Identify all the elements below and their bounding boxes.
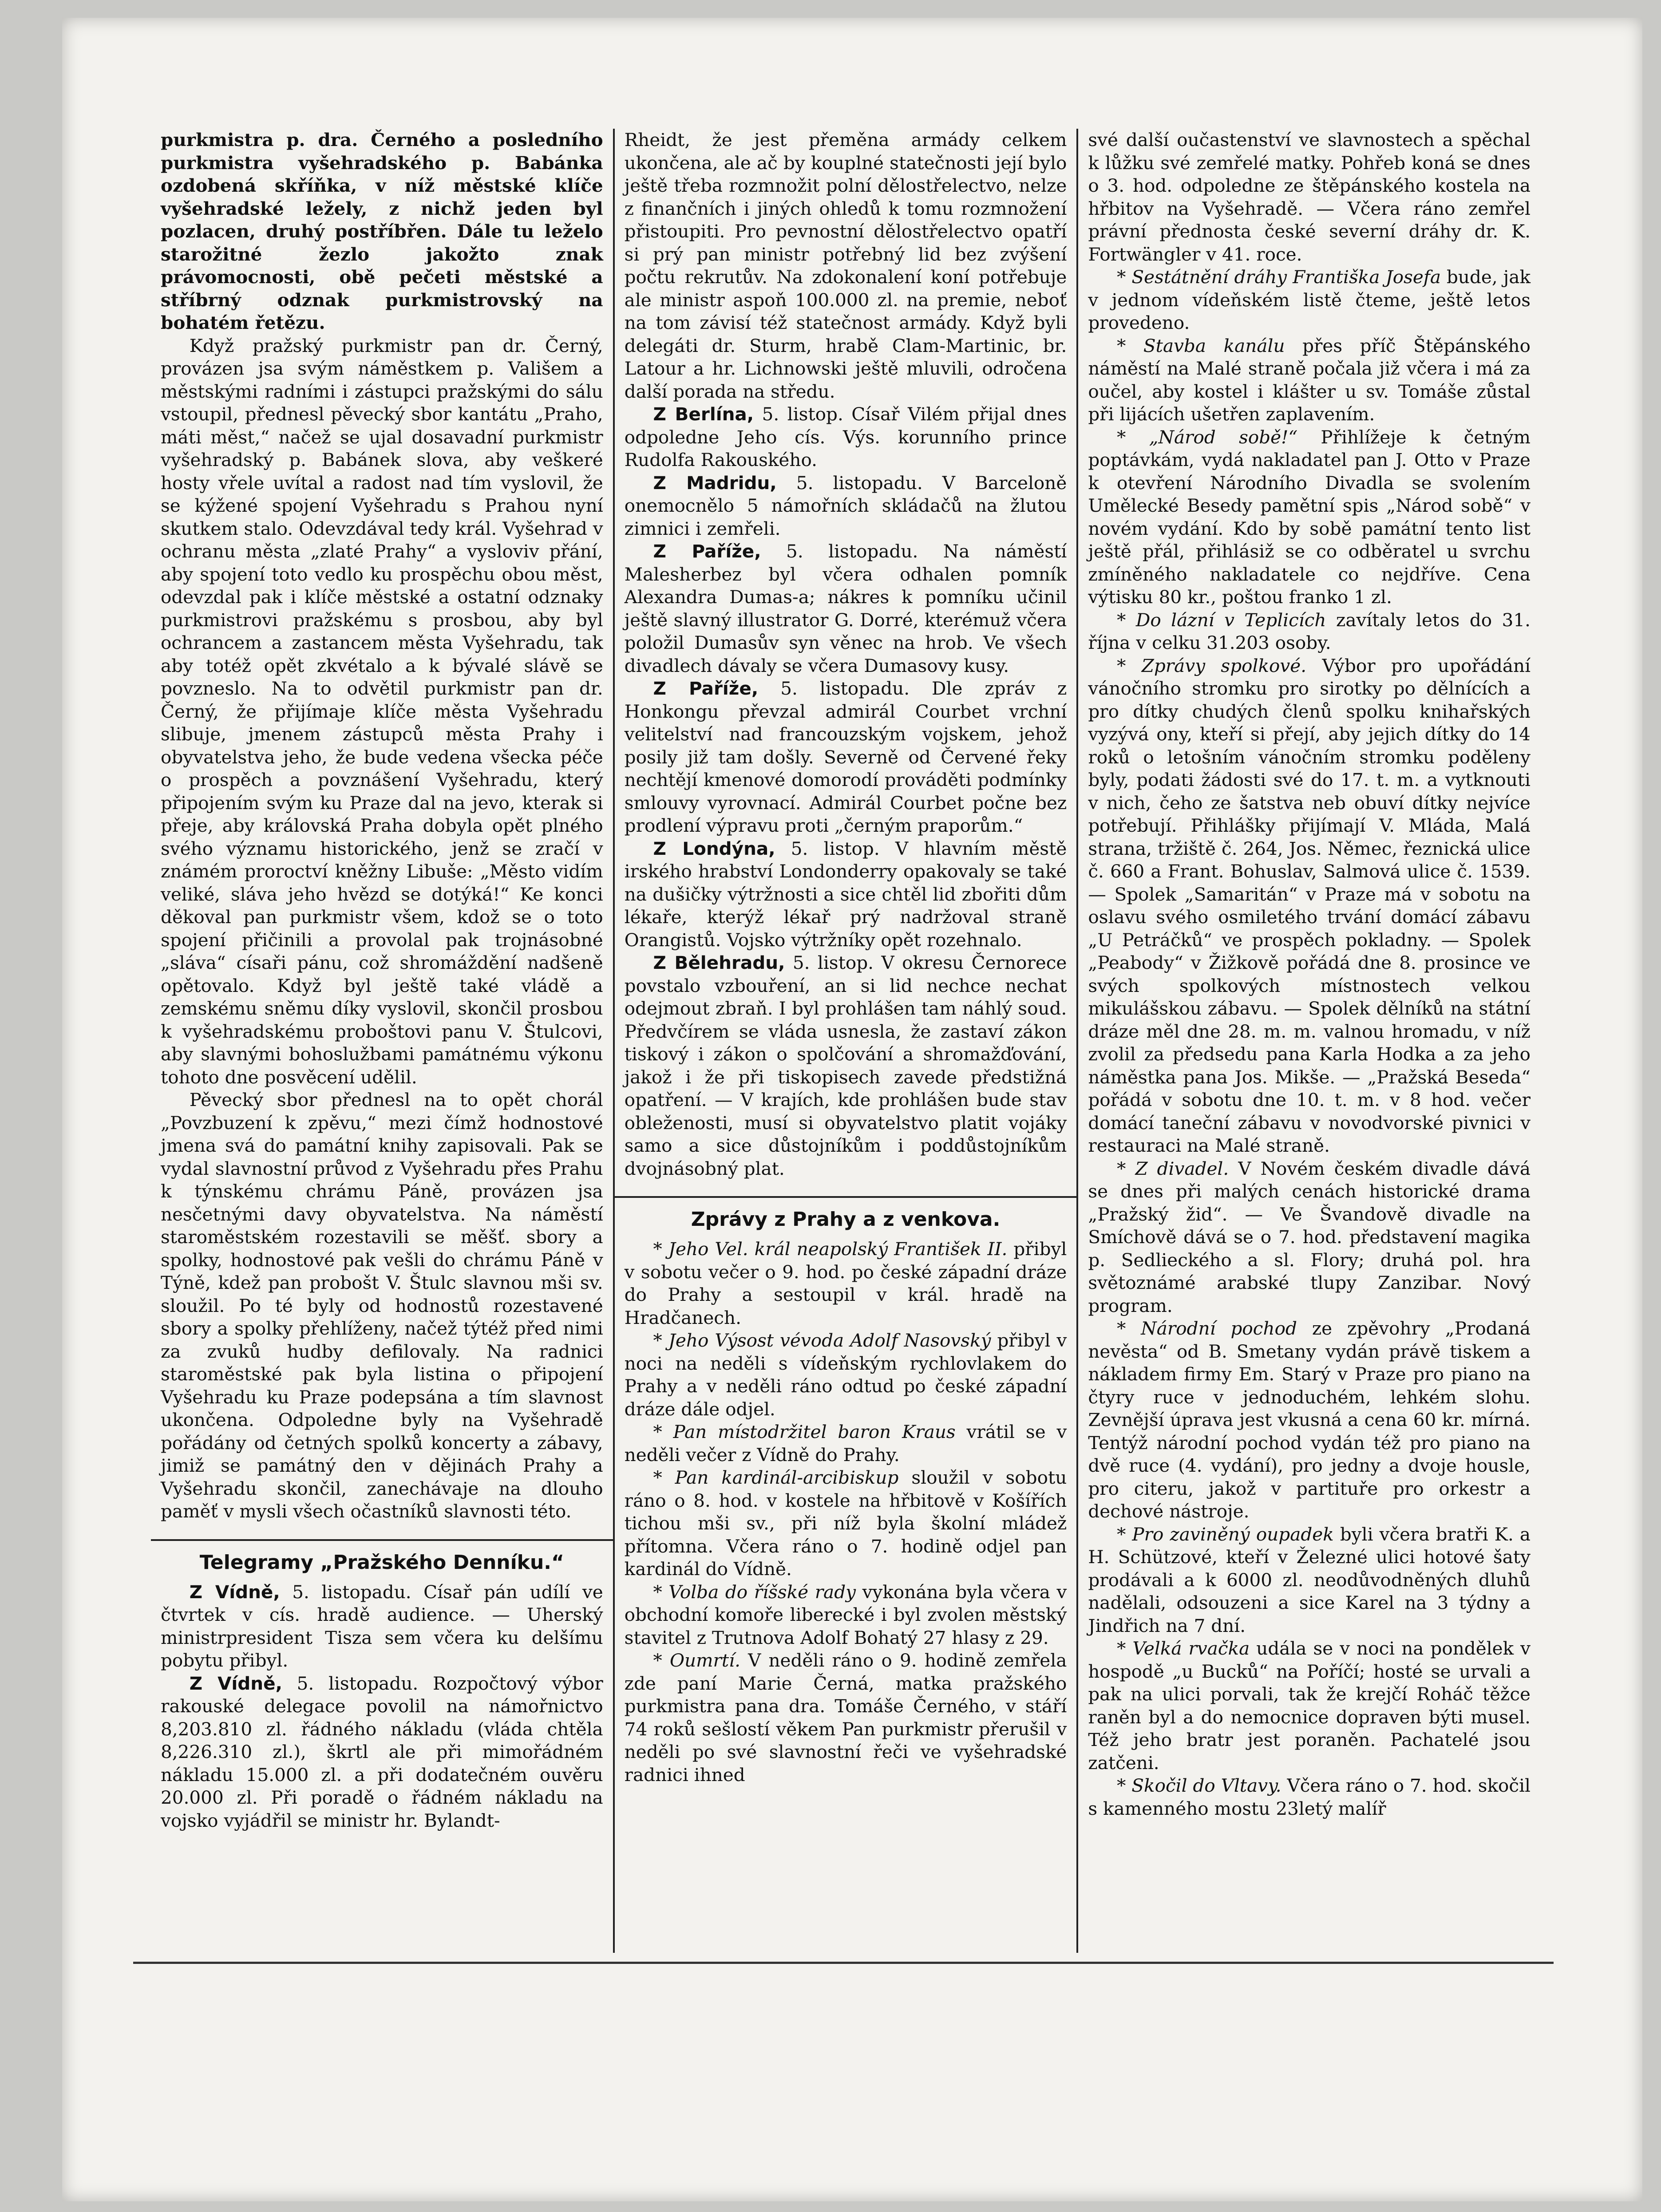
column-middle <box>613 129 1077 1953</box>
news-lead: * Pro zaviněný oupadek <box>1117 1523 1334 1545</box>
news-text: bude, jak v jednom vídeňském listě čteme, ještě letos provedeno. <box>1088 266 1531 333</box>
dateline: Z Londýna, <box>653 837 775 859</box>
news-lead: * Národní pochod <box>1117 1318 1297 1339</box>
news-lead: * „Národ sobě!“ <box>1117 426 1298 448</box>
paragraph: Rheidt, že jest přeměna armády celkem ukončena, ale ač by kouplné statečnosti její bylo ještě třeba rozmnožit polní dělostřelectvo, nelze z finančních i jiných ohledů k tomu rozmnožení přistoupiti. Pro pevnostní dělostřelectvo opatří si prý pan ministr potřebný lid bez zvýšení počtu rekrutův. Na zdokonalení koní potřebuje ale ministr aspoň 100.000 zl. na premie, neboť na tom závisí též statečnost armády. Když byli delegáti dr. Sturm, hrabě Clam-Martinic, br. Latour a hr. Lichnowski ještě mluvili, odročena další porada na středu. <box>624 129 1067 402</box>
news-text: ze zpěvohry „Prodaná nevěsta“ od B. Smetany vydán právě tiskem a nákladem firmy Em. Starý v Praze pro piano na čtyry ruce v jednoduchém, lehkém slohu. Zevnější úprava jest vkusná a cena 60 kr. mírná. Tentýž národní pochod vydán též pro piano na dvě ruce (4. vydání), pro jedny a dvoje housle, pro citeru, jakož v partituře pro orkestr a dechové nástroje. <box>1088 1318 1531 1522</box>
news-item <box>625 1421 1067 1466</box>
article-columns <box>151 129 1540 1953</box>
telegram-item <box>625 540 1067 677</box>
news-item <box>1088 426 1530 609</box>
paragraph: Když pražský purkmistr pan dr. Černý, provázen jsa svým náměstkem p. Vališem a městskými radními i zástupci pražskými do sálu vstoupil, přednesl pěvecký sbor kantátu „Praho, máti měst,“ načež se ujal dosavadní purkmistr vyšehradský p. Babánek slova, aby veškeré hosty vřele uvítal a radost nad tím vyslovil, že se kýžené spojení Vyšehradu s Prahou nyní skutkem stalo. Odevzdával tedy král. Vyšehrad v ochranu města „zlaté Prahy“ a vysloviv přání, aby spojení toto vedlo ku prospěchu obou měst, odevzdal pak i klíče městské a ostatní odznaky purkmistrovi pražskému s prosbou, aby byl ochrancem a zastancem města Vyšehradu, tak aby totéž opět zkvétalo a k bývalé slávě se povzneslo. Na to odvětil purkmistr pan dr. Černý, že přijímaje klíče města Vyšehradu slibuje, jmenem zástupců města Prahy i obyvatelstva jeho, že bude vedena všecka péče o prospěch a povznášení Vyšehradu, který připojením svým ku Praze dal na jevo, kterak si přeje, aby královská Praha dobyla opět plného svého významu historického, jenž se zračí v známém proroctví kněžny Libuše: „Město vidím veliké, sláva jeho hvězd se dotýká!“ Ke konci děkoval pan purkmistr všem, kdož se o toto spojení přičinili a provolal pak trojnásobné „sláva“ císaři pánu, což shromáždění nadšeně opětovalo. Když byl ještě také vládě a zemskému sněmu díky vyslovil, skončil prosbou k vyšehradskému proboštovi panu V. Štulcovi, aby slavnými bohoslužbami památnému výkonu tohoto dne posvěcení udělil. <box>161 335 603 1088</box>
section-divider <box>151 1539 613 1541</box>
section-heading: Telegramy „Pražského Denníku.“ <box>199 1551 564 1574</box>
telegram-text: 5. listopadu. Dle zpráv z Honkongu převzal admirál Courbet vrchní velitelství nad francouzským vojskem, jehož posily již tam došly. Severně od Červené řeky nechtějí kmenové domorodí prováděti podmínky smlouvy vyrovnací. Admirál Courbet počne bez prodlení výpravu proti „černým praporům.“ <box>624 678 1067 836</box>
news-text: sloužil v sobotu ráno o 8. hod. v kostele na hřbitově v Košířích tichou mši sv., při níž byla školní mládež přítomna. Včera ráno o 7. hodině odjel pan kardinál do Vídně. <box>624 1467 1067 1580</box>
telegram-item <box>625 403 1067 472</box>
news-item <box>625 1581 1067 1650</box>
telegram-item <box>161 1672 603 1833</box>
news-lead: * Jeho Výsost vévoda Adolf Nasovský <box>653 1330 991 1351</box>
news-lead: * Pan kardinál-arcibiskup <box>653 1467 899 1488</box>
telegram-text: 5. listop. V hlavním městě irského hrabství Londonderry opakovaly se také na dušičky výtržnosti a sice chtěl lid zbořiti dům lékaře, kterýž lékař prý nadržoval straně Orangistů. Vojsko výtržníky opět rozehnalo. <box>624 837 1067 951</box>
dateline: Z Paříže, <box>653 541 761 562</box>
news-text: V Novém českém divadle dává se dnes při malých cenách historické drama „Pražský žid“. — Ve Švandově divadle na Smíchově dává se o 7. hod. představení magika p. Sedlieckého a sl. Flory; druhá pol. hra světoznámé arabské tlupy Zanzibar. Nový program. <box>1088 1157 1531 1316</box>
column-right <box>1076 129 1540 1953</box>
telegram-item <box>625 952 1067 1180</box>
column-left <box>151 129 613 1953</box>
news-lead: * Zprávy spolkové. <box>1117 655 1307 676</box>
news-item <box>1088 266 1530 335</box>
telegram-item <box>161 1581 603 1672</box>
news-item <box>625 1466 1067 1581</box>
section-divider <box>615 1196 1077 1198</box>
news-text: přibyl v sobotu večer o 9. hod. po české západní dráze do Prahy a sestoupil v král. hradě na Hradčanech. <box>624 1238 1067 1328</box>
news-lead: * Do lázní v Teplicích <box>1117 609 1326 631</box>
news-lead: * Volba do říšské rady <box>653 1581 856 1603</box>
telegram-text: 5. listopadu. V Barceloně onemocnělo 5 námořních skládačů na žlutou zimnici i zemřeli. <box>624 472 1067 539</box>
news-text: byli včera bratři K. a H. Schützové, kteří v Železné ulici hotové šaty prodávali a k 6000 zl. neodůvodněných dluhů nadělali, odsouzeni a sice Karel na 3 týdny a Jindřich na 7 dní. <box>1088 1523 1531 1636</box>
paragraph: Pěvecký sbor přednesl na to opět chorál „Povzbuzení k zpěvu,“ mezi čímž hodnostové jmena svá do památní knihy zapisovali. Pak se vydal slavnostní průvod z Vyšehradu přes Prahu k týnskému chrámu Páně, provázen jsa nesčetnými davy obyvatelstva. Na náměstí staroměstském rozestavili se měšť. sbory a spolky, hodnostové pak vešli do chrámu Páně v Týně, kdež pan probošt V. Štulc slavnou mši sv. sloužil. Po té byly od hodnostů rozestavené sbory a spolky přehlíženy, načež týtéž před nimi za zvuků hudby defilovaly. Na radnici staroměstské pak byla listina o připojení Vyšehradu ku Praze podepsána a tím slavnost ukončena. Odpoledne byly na Vyšehradě pořádány od četných spolků koncerty a zábavy, jimiž se památný den v dějinách Prahy a Vyšehradu skončil, zanechávaje na dlouho paměť v mysli všech očastníků slavnosti této. <box>161 1089 603 1522</box>
news-item <box>1088 1523 1530 1638</box>
section-heading: Zprávy z Prahy a z venkova. <box>691 1208 1001 1231</box>
telegram-item <box>625 837 1067 952</box>
telegram-text: 5. listopadu. Císař pán udílí ve čtvrtek v cís. hradě audience. — Uherský ministrpresident Tisza sem včera ku delšímu pobytu přibyl. <box>161 1581 603 1671</box>
news-text: V neděli ráno o 9. hodině zemřela zde paní Marie Černá, matka pražského purkmistra pana dra. Tomáše Černého, v stáří 74 roků sešlostí věkem Pan purkmistr přerušil v neděli po své slavnostní řeči ve vyšehradské radnici ihned <box>624 1650 1067 1785</box>
news-lead: * Oumrtí. <box>653 1650 740 1671</box>
dateline: Z Paříže, <box>653 678 759 699</box>
news-lead: * Pan místodržitel baron Kraus <box>653 1421 956 1442</box>
news-text: vykonána byla včera v obchodní komoře liberecké i byl zvolen městský stavitel z Trutnova Adolf Bohatý 27 hlasy z 29. <box>624 1581 1067 1648</box>
dateline: Z Bělehradu, <box>653 952 785 973</box>
news-item <box>1088 1317 1530 1523</box>
paragraph <box>161 129 603 335</box>
news-text: Výbor pro upořádání vánočního stromku pro sirotky po dělnících a pro dítky chudých členů spolku knihařských vyzývá ony, kteří si přejí, aby jejich dítky do 14 roků o letošním vánočním stromku poděleny byly, podati žádosti své do 17. t. m. a vytknouti v nich, čeho ze šatstva neb obuví dítky nejvíce potřebují. Přihlášky přijímají V. Mláda, Malá strana, tržiště č. 264, Jos. Němec, řeznická ulice č. 660 a Frant. Bohuslav, Salmová ulice č. 1539. — Spolek „Samaritán“ v Praze má v sobotu na oslavu svého osmiletého trvání domácí zábavu „U Petráčků“ ve prospěch pokladny. — Spolek „Peabody“ v Žižkově pořádá dne 8. prosince ve svých spolkových místnostech velkou mikulášskou zábavu. — Spolek dělníků na státní dráze měl dne 28. m. m. valnou hromadu, v níž zvolil za předsedu pana Karla Hodka a za jeho náměstka pana Jos. Mikše. — „Pražská Beseda“ pořádá v sobotu dne 10. t. m. v 8 hod. večer domácí taneční zábavu v novodvorské pivnici v restauraci na Malé straně. <box>1088 655 1531 1156</box>
news-lead: * Sestátnění dráhy Františka Josefa <box>1117 266 1441 288</box>
telegram-text: 5. listopadu. Na náměstí Malesherbez byl včera odhalen pomník Alexandra Dumas-a; nákres k pomníku učinil ještě slavný illustrator G. Dorré, kterémuž včera položil Dumasův syn věnec na hrob. Ve všech divadlech dávaly se včera Dumasovy kusy. <box>624 541 1067 676</box>
telegram-text: 5. listopadu. Rozpočtový výbor rakouské delegace povolil na námořnictvo 8,203.810 zl. řádného nákladu (vláda chtěla 8,226.310 zl.), škrtl ale při mimořádném nákladu 15.000 zl. a při dodatečném ouvěru 20.000 zl. Při poradě o řádném nákladu na vojsko vyjádřil se ministr hr. Bylandt- <box>161 1672 603 1831</box>
news-text: udála se v noci na pondělek v hospodě „u Bucků“ na Poříčí; hosté se urvali a pak na ulici porvali, tak že krejčí Roháč těžce raněn byl a do nemocnice dopraven býti musel. Též jeho bratr jest poraněn. Pachatelé jsou zatčeni. <box>1088 1638 1531 1774</box>
telegram-text: 5. listop. V okresu Černorece povstalo vzbouření, an si lid nechce nechat odejmout zbraň. I byl prohlášen tam náhlý soud. Předvčírem se vláda usnesla, že zastaví zákon tiskový i zákon o spolčování a shromažďování, jakož i že při tiskopisech zavede předstižná opatření. — V krajích, kde prohlášen bude stav obleženosti, musí si obyvatelstvo platit vojáky samo a sice důstojníkům i poddůstojníkům dvojnásobný plat. <box>624 952 1067 1179</box>
telegram-text: 5. listop. Císař Vilém přijal dnes odpoledne Jeho cís. Výs. korunního prince Rudolfa Rakouského. <box>624 403 1067 470</box>
news-lead: * Velká rvačka <box>1117 1638 1250 1659</box>
news-lead: * Stavba kanálu <box>1117 335 1285 356</box>
dateline: Z Vídně, <box>189 1581 280 1603</box>
dateline: Z Madridu, <box>653 472 777 494</box>
paragraph: své další oučastenství ve slavnostech a spěchal k lůžku své zemřelé matky. Pohřeb koná se dnes o 3. hod. odpoledne ze štěpánského kostela na hřbitov na Vyšehradě. — Včera ráno zemřel právní přednosta české severní dráhy dr. K. Fortwängler v 41. roce. <box>1088 129 1531 265</box>
news-item <box>1088 1637 1530 1774</box>
telegram-item <box>625 677 1067 837</box>
news-item <box>1088 609 1530 655</box>
page-bottom-rule <box>133 1962 1554 1964</box>
news-item <box>1088 335 1530 426</box>
news-item <box>625 1329 1067 1421</box>
telegram-item <box>625 472 1067 541</box>
news-item <box>1088 1774 1530 1820</box>
news-lead: * Z divadel. <box>1117 1157 1229 1179</box>
news-lead: * Skočil do Vltavy. <box>1117 1775 1281 1796</box>
news-text: přibyl v noci na neděli s vídeňským rychlovlakem do Prahy a v neděli ráno odtud po české západní dráze dále odjel. <box>624 1330 1067 1420</box>
paragraph-text: purkmistra p. dra. Černého a posledního purkmistra vyšehradského p. Babánka ozdobená skříňka, v níž městské klíče vyšehradské ležely, z nichž jeden byl pozlacen, druhý postříbřen. Dále tu leželo starožitné žezlo jakožto znak právomocnosti, obě pečeti městské a stříbrný odznak purkmistrovský na bohatém řetězu. <box>161 129 603 333</box>
dateline: Z Berlína, <box>653 403 754 425</box>
news-item <box>625 1238 1067 1329</box>
news-text: Přihlížeje k četným poptávkám, vydá nakladatel pan J. Otto v Praze k otevření Národního Divadla se svolením Umělecké Besedy pamětní spis „Národ sobě“ v novém vydání. Kdo by sobě památní tento list ještě přál, přihlásiž se co odběratel u svrchu zmíněného nakladatele co nejdříve. Cena výtisku 80 kr., poštou franko 1 zl. <box>1088 426 1531 608</box>
news-item <box>1088 1157 1530 1318</box>
news-item <box>625 1649 1067 1786</box>
news-text: zavítaly letos do 31. října v celku 31.203 osoby. <box>1088 609 1531 653</box>
news-text: Včera ráno o 7. hod. skočil s kamenného mostu 23letý malíř <box>1088 1775 1531 1819</box>
news-text: přes příč Štěpánského náměstí na Malé straně počala již včera i má za oučel, aby kostel i klášter u sv. Tomáše zůstal při lijácích ušetřen zaplavením. <box>1088 335 1531 425</box>
news-text: vrátil se v neděli večer z Vídně do Prahy. <box>624 1421 1067 1465</box>
dateline: Z Vídně, <box>189 1672 282 1694</box>
news-lead: * Jeho Vel. král neapolský František II. <box>653 1238 1008 1260</box>
news-item <box>1088 655 1530 1157</box>
